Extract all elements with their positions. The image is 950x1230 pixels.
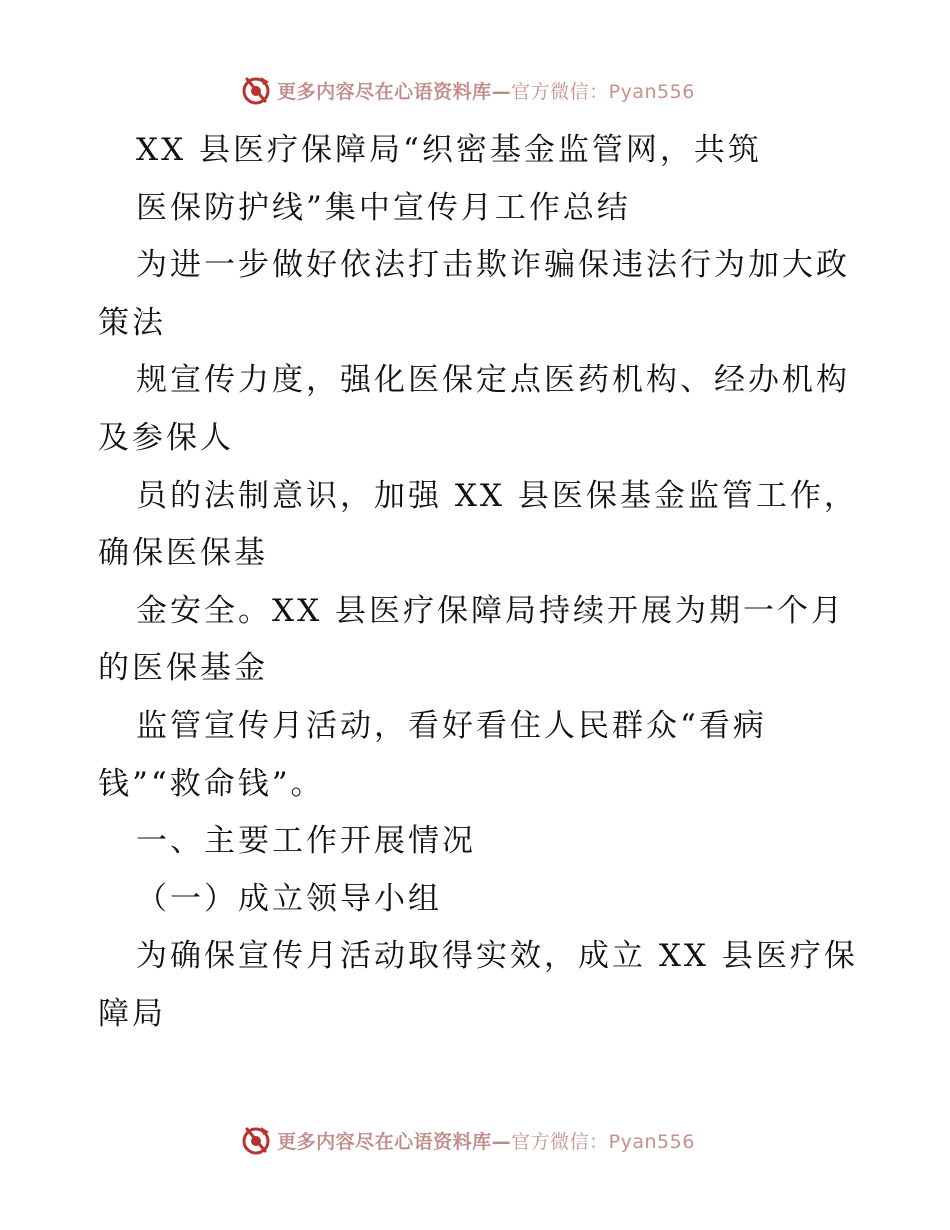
footer-banner xyxy=(0,1120,950,1160)
paragraph-line: 规宣传力度，强化医保定点医药机构、经办机构 xyxy=(136,362,850,399)
paragraph-line: 钱”“救命钱”。 xyxy=(98,765,325,802)
paragraph-line: 及参保人 xyxy=(98,419,234,456)
paragraph-line: 障局 xyxy=(98,995,166,1032)
header-banner-content xyxy=(239,73,695,107)
document-body xyxy=(98,122,858,1044)
paragraph-line: 的医保基金 xyxy=(98,650,268,687)
paragraph-line: 为确保宣传月活动取得实效，成立 XX 县医疗保 xyxy=(136,938,858,975)
logo-icon xyxy=(239,73,273,107)
paragraph-line: 为进一步做好依法打击欺诈骗保违法行为加大政 xyxy=(136,247,850,284)
banner-text: 更多内容尽在心语资料库—官方微信：Pyan556 xyxy=(277,1130,695,1153)
subsection-heading: （一）成立领导小组 xyxy=(136,880,442,917)
document-title-line-2: 医保防护线”集中宣传月工作总结 xyxy=(136,189,631,226)
banner-text: 更多内容尽在心语资料库—官方微信：Pyan556 xyxy=(277,80,695,103)
paragraph-line: 员的法制意识，加强 XX 县医保基金监管工作， xyxy=(136,477,858,514)
logo-icon xyxy=(239,1123,273,1157)
footer-banner-content xyxy=(239,1123,695,1157)
paragraph-line: 监管宣传月活动，看好看住人民群众“看病 xyxy=(136,707,767,744)
document-title-line-1: XX 县医疗保障局“织密基金监管网，共筑 xyxy=(136,132,762,168)
paragraph-line: 金安全。XX 县医疗保障局持续开展为期一个月 xyxy=(136,592,845,629)
section-heading: 一、主要工作开展情况 xyxy=(136,823,476,860)
paragraph-line: 策法 xyxy=(98,304,166,341)
paragraph-line: 确保医保基 xyxy=(98,535,268,572)
header-banner xyxy=(0,70,950,110)
